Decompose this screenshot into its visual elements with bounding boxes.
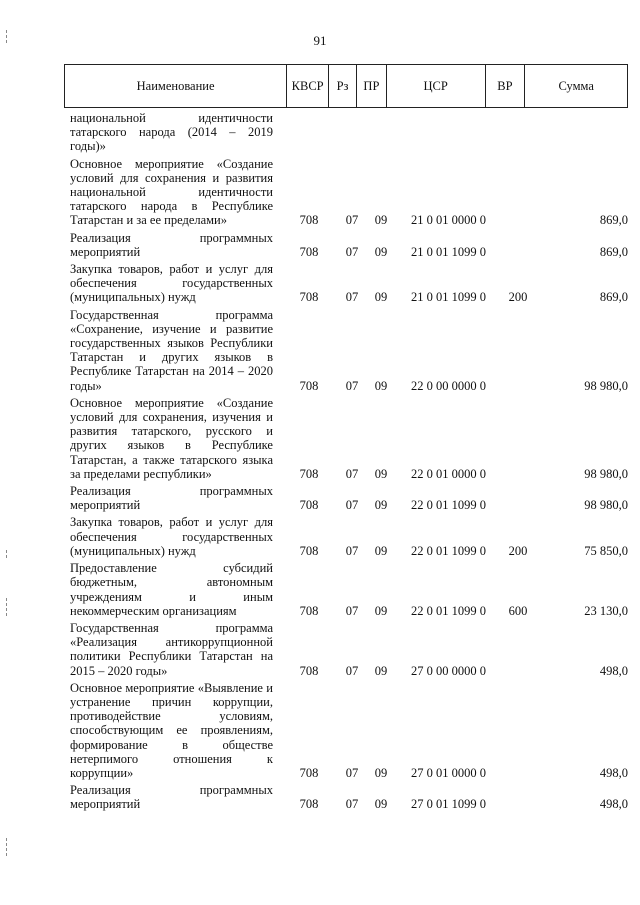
row-name-line: Реализация программных [70, 230, 273, 245]
row-csr: 21 0 01 0000 0 [411, 213, 486, 228]
row-pr: 09 [374, 378, 388, 393]
row-sum: 498,0 [599, 797, 628, 812]
row-name-line: национальной идентичности [70, 111, 273, 125]
edge-mark [6, 838, 8, 858]
row-kvsr: 708 [299, 797, 319, 812]
row-csr: 22 0 01 1099 0 [411, 498, 486, 513]
row-rz: 07 [345, 765, 359, 780]
row-name-line: Предоставление субсидий [70, 561, 273, 576]
table-body [70, 111, 628, 812]
row-name [70, 157, 279, 228]
table-row [70, 111, 628, 154]
row-name-line: 2015 – 2020 годы» [70, 663, 168, 678]
row-pr: 09 [374, 543, 388, 558]
row-name-line: (муниципальных) нужд [70, 290, 196, 305]
edge-mark [6, 550, 8, 560]
header-sum: Сумма [558, 78, 594, 93]
row-vr: 200 [508, 290, 528, 305]
row-name-line: государственных языков Республики [70, 336, 273, 351]
row-sum: 75 850,0 [584, 543, 628, 558]
row-name-line: «Реализация антикоррупционной [70, 635, 273, 650]
table-row [70, 262, 628, 305]
row-name-line: (муниципальных) нужд [70, 543, 196, 558]
row-name-line: других языков в Республике [70, 438, 273, 453]
row-sum: 98 980,0 [584, 498, 628, 513]
row-rz: 07 [345, 663, 359, 678]
row-rz: 07 [345, 498, 359, 513]
row-name [70, 561, 279, 618]
row-name-line: бюджетным, автономным [70, 575, 273, 590]
row-csr: 27 0 01 0000 0 [411, 765, 486, 780]
row-pr: 09 [374, 765, 388, 780]
row-kvsr: 708 [299, 378, 319, 393]
edge-mark [6, 30, 8, 45]
table-row [70, 484, 628, 512]
table-row [70, 681, 628, 780]
row-name-line: нетерпимого отношения к [70, 751, 273, 766]
row-rz: 07 [345, 603, 359, 618]
row-sum: 869,0 [599, 290, 628, 305]
row-csr: 27 0 01 1099 0 [411, 797, 486, 812]
row-rz: 07 [345, 797, 359, 812]
row-name [70, 231, 279, 259]
row-kvsr: 708 [299, 603, 319, 618]
row-kvsr: 708 [299, 213, 319, 228]
row-kvsr: 708 [299, 498, 319, 513]
row-name-line: татарского народа (2014 – 2019 [70, 125, 273, 140]
row-name [70, 308, 279, 393]
row-name-line: Татарстан и других языков в [70, 350, 273, 365]
row-name-line: Реализация программных [70, 484, 273, 499]
row-name-line: политики Республики Татарстан на [70, 649, 273, 664]
row-name [70, 515, 279, 558]
row-pr: 09 [374, 290, 388, 305]
row-name-line: способствующим ее проявлениям, [70, 723, 273, 738]
row-name-line: Закупка товаров, работ и услуг для [70, 515, 273, 530]
row-name-line: Основное мероприятие «Создание [70, 395, 273, 410]
table-row [70, 783, 628, 811]
row-name-line: «Сохранение, изучение и развитие [70, 321, 273, 336]
edge-mark [6, 598, 8, 618]
row-csr: 27 0 00 0000 0 [411, 663, 486, 678]
row-rz: 07 [345, 244, 359, 259]
row-name-line: Государственная программа [70, 620, 273, 635]
table-row [70, 396, 628, 481]
row-kvsr: 708 [299, 543, 319, 558]
row-rz: 07 [345, 213, 359, 228]
row-pr: 09 [374, 603, 388, 618]
row-vr: 600 [508, 603, 528, 618]
row-pr: 09 [374, 663, 388, 678]
header-name: Наименование [65, 65, 287, 107]
row-name-line: Реализация программных [70, 783, 273, 798]
row-name-line: развития татарского, русского и [70, 424, 273, 439]
header-csr: ЦСР [387, 65, 486, 107]
row-kvsr: 708 [299, 466, 319, 481]
row-name [70, 783, 279, 811]
row-name-line: формирование в обществе [70, 737, 273, 752]
header-kvsr: КВСР [287, 65, 329, 107]
row-name-line: коррупции» [70, 765, 134, 780]
row-name-line: обеспечения государственных [70, 276, 273, 291]
row-name [70, 396, 279, 481]
row-vr: 200 [508, 543, 528, 558]
row-name-line: обеспечения государственных [70, 529, 273, 544]
row-name [70, 111, 279, 154]
row-rz: 07 [345, 543, 359, 558]
row-name-line: условий для сохранения и развития [70, 170, 273, 185]
row-name-line: Закупка товаров, работ и услуг для [70, 262, 273, 277]
table-row [70, 621, 628, 678]
row-sum: 498,0 [599, 765, 628, 780]
table-row [70, 561, 628, 618]
row-name-line: противодействие условиям, [70, 709, 273, 724]
row-name-line: Государственная программа [70, 307, 273, 322]
row-name-line: мероприятий [70, 797, 141, 812]
row-name [70, 621, 279, 678]
row-name [70, 484, 279, 512]
row-sum: 98 980,0 [584, 466, 628, 481]
row-pr: 09 [374, 797, 388, 812]
row-name-line: годы)» [70, 139, 106, 154]
row-sum: 498,0 [599, 663, 628, 678]
table-row [70, 515, 628, 558]
row-kvsr: 708 [299, 663, 319, 678]
table-row [70, 308, 628, 393]
row-kvsr: 708 [299, 244, 319, 259]
table-header [64, 64, 628, 108]
row-pr: 09 [374, 213, 388, 228]
row-name-line: некоммерческим организациям [70, 603, 237, 618]
row-name [70, 262, 279, 305]
row-name-line: Основное мероприятие «Создание [70, 156, 273, 171]
row-csr: 21 0 01 1099 0 [411, 290, 486, 305]
row-csr: 22 0 00 0000 0 [411, 378, 486, 393]
row-kvsr: 708 [299, 765, 319, 780]
row-name-line: Татарстан и за ее пределами» [70, 213, 228, 228]
row-sum: 869,0 [599, 213, 628, 228]
page-number: 91 [313, 33, 327, 48]
header-rz: Рз [329, 65, 357, 107]
row-name-line: условий для сохранения, изучения и [70, 410, 273, 425]
row-kvsr: 708 [299, 290, 319, 305]
row-name-line: Республике Татарстан на 2014 – 2020 [70, 364, 273, 379]
header-vr: ВР [486, 65, 526, 107]
row-rz: 07 [345, 466, 359, 481]
row-name-line: за пределами республики» [70, 466, 212, 481]
row-name-line: устранение причин коррупции, [70, 694, 273, 709]
header-pr: ПР [357, 65, 387, 107]
row-name-line: Татарстан, а также татарского языка [70, 452, 273, 467]
row-pr: 09 [374, 466, 388, 481]
row-csr: 22 0 01 1099 0 [411, 543, 486, 558]
row-pr: 09 [374, 498, 388, 513]
row-pr: 09 [374, 244, 388, 259]
row-name [70, 681, 279, 780]
row-csr: 22 0 01 1099 0 [411, 603, 486, 618]
row-sum: 23 130,0 [584, 603, 628, 618]
row-rz: 07 [345, 378, 359, 393]
row-csr: 21 0 01 1099 0 [411, 244, 486, 259]
row-name-line: мероприятий [70, 498, 141, 513]
row-sum: 869,0 [599, 244, 628, 259]
table-row [70, 231, 628, 259]
row-csr: 22 0 01 0000 0 [411, 466, 486, 481]
table-row [70, 157, 628, 228]
row-name-line: мероприятий [70, 244, 141, 259]
row-sum: 98 980,0 [584, 378, 628, 393]
row-name-line: Основное мероприятие «Выявление и [70, 680, 273, 695]
row-rz: 07 [345, 290, 359, 305]
row-name-line: национальной идентичности [70, 185, 273, 200]
row-name-line: годы» [70, 378, 102, 393]
row-name-line: учреждениям и иным [70, 589, 273, 604]
row-name-line: татарского народа в Республике [70, 199, 273, 214]
